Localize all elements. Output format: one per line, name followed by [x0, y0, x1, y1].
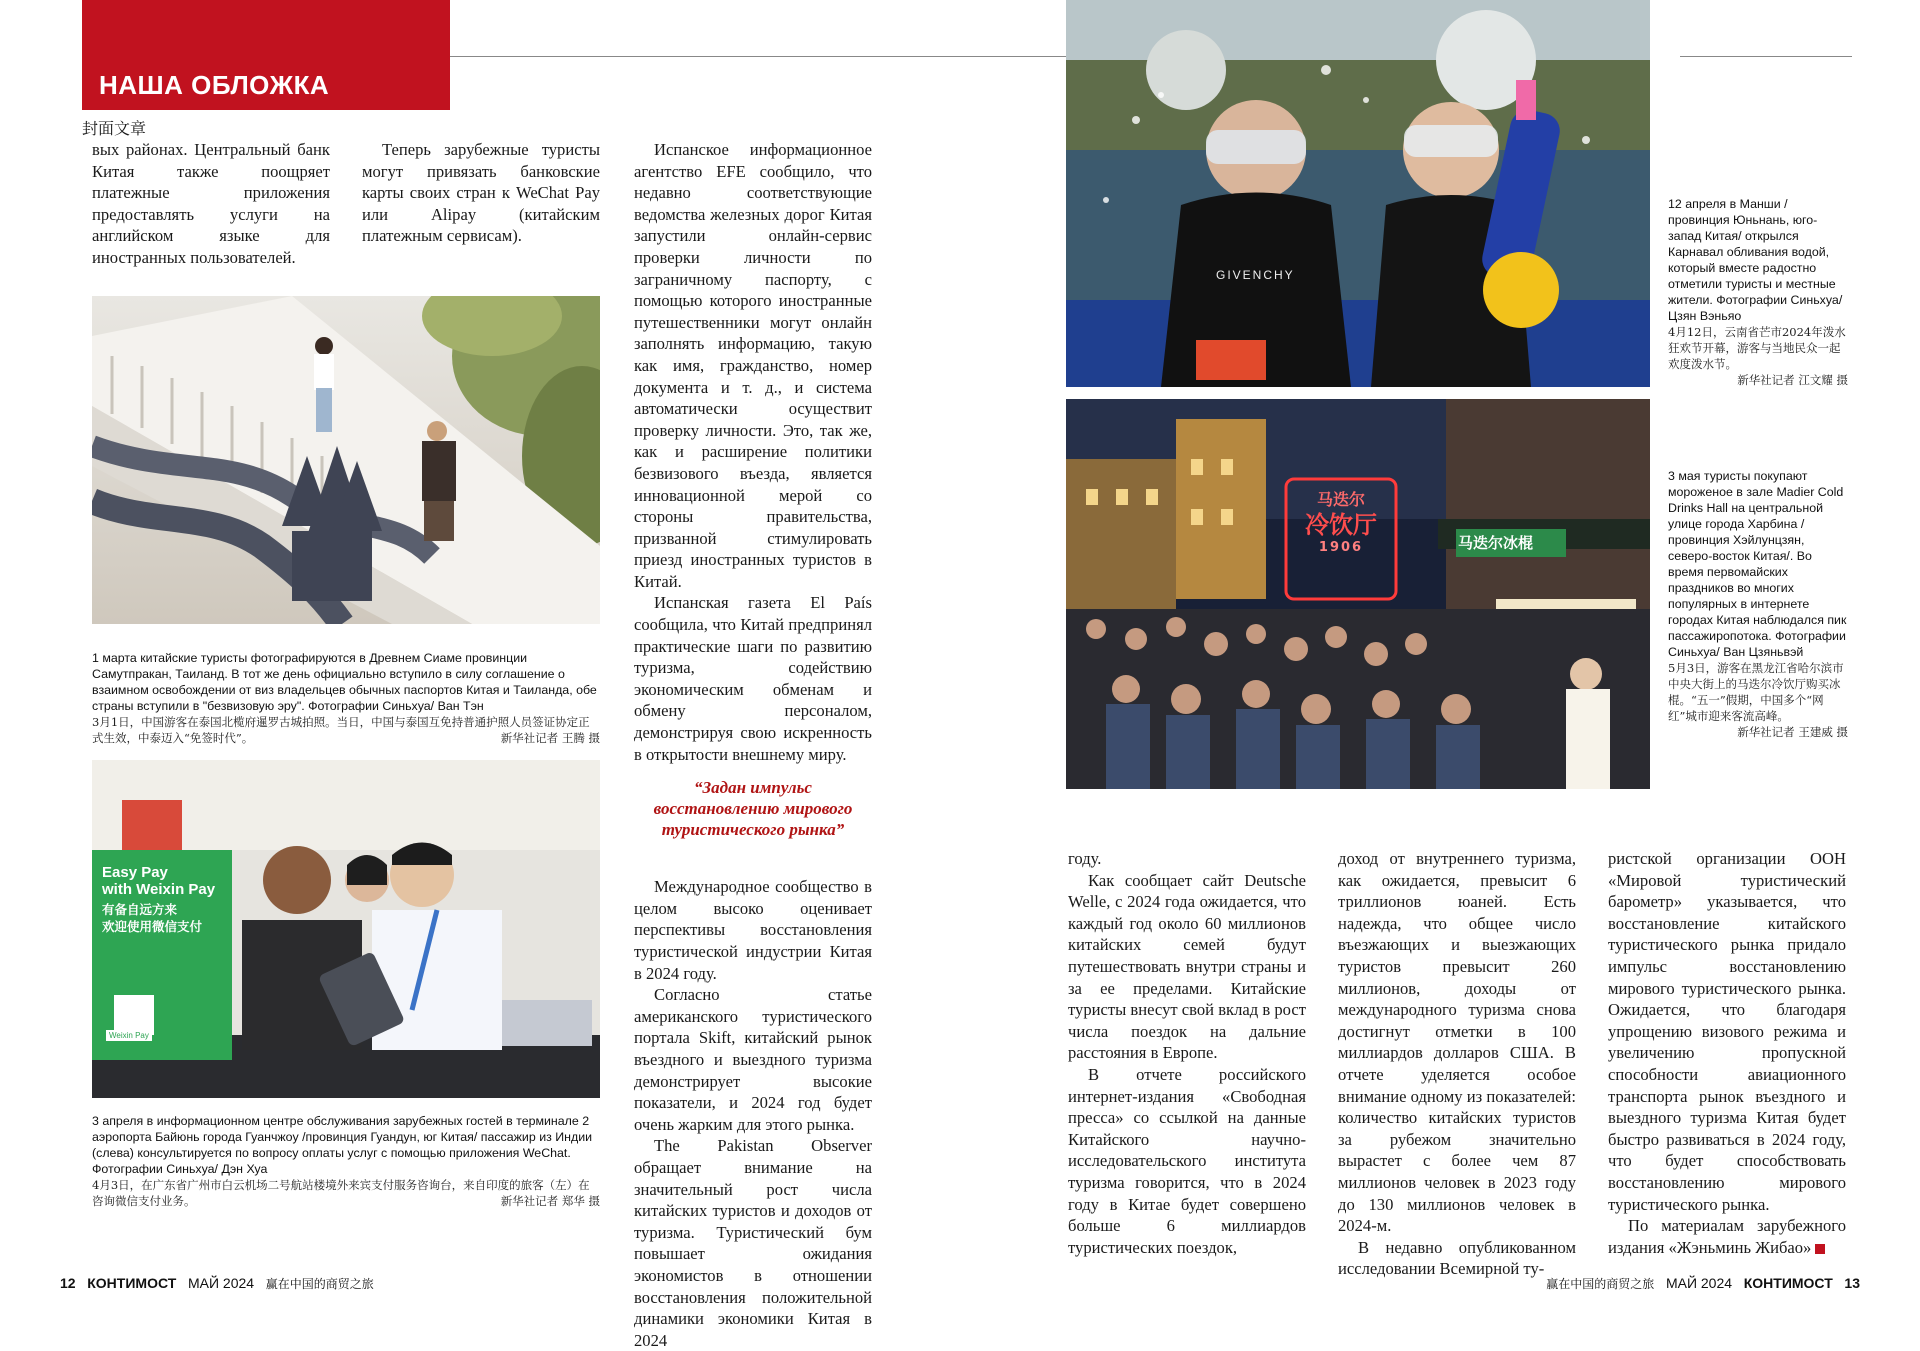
caption-credit: 新华社记者 江文耀 摄: [1737, 373, 1848, 387]
header-rule: [450, 56, 1070, 57]
right-col2: [1338, 848, 1576, 1280]
footer-left: [60, 1275, 374, 1292]
photo-airport-payment: [92, 760, 600, 1098]
footer-slogan: 赢在中国的商贸之旅: [265, 1277, 374, 1291]
left-col3: [634, 139, 872, 1351]
photo-water-festival: [1066, 0, 1650, 387]
magazine-brand: КОНТИМОСТ: [87, 1275, 177, 1291]
weixin-brand: Weixin Pay: [106, 1030, 152, 1041]
right-col1: [1068, 848, 1306, 1258]
caption-ru: 1 марта китайские туристы фотографируются в Древнем Сиаме провинции Самутпракан, Таиланд. В тот же день официально вступило в силу соглашение о взаимном освобождении от виз владельцев обычных паспортов Китая и Таиланда, обе страны вступили в "безвизовую эру". Фотографии Синьхуа/ Ван Тэн: [92, 651, 597, 713]
photo-harbin-caption: [1668, 468, 1848, 740]
caption-ru: 12 апреля в Манши /провинция Юньнань, юго-запад Китая/ открылся Карнавал обливания водой, который вместе радостно отметили туристы и местные жители. Фотографии Синьхуа/ Цзян Вэньяо: [1668, 197, 1843, 323]
paragraph: Испанское информационное агентство EFE сообщило, что недавно соответствующие ведомства железных дорог Китая запустили онлайн-сервис проверки личности по заграничному паспорту, с помощью которого иностранные путешественники могут онлайн заполнять информацию, такую как имя, гражданство, номер документа и т. д., и система автоматически осуществит проверку личности. Это, так же, как и расширение политики безвизового въезда, является инновационной мерой со стороны правительства, призванной стимулировать приезд иностранных туристов в Китай.: [634, 140, 872, 591]
neon-line: 马迭尔: [1316, 490, 1365, 509]
paragraph: Как сообщает сайт Deutsche Welle, с 2024 года ожидается, что каждый год около 60 миллионов китайских семей будут путешествовать внутри страны и за ее пределами. Китайские туристы внесут свой вклад в рост числа поездок на дальние расстояния в Европе.: [1068, 870, 1306, 1063]
sign-line: Easy Pay: [102, 864, 168, 881]
paragraph: Согласно статье американского туристического портала Skift, китайский рынок въездного и выездного туризма демонстрирует высокие показатели, и 2024 год будет очень жарким для этого рынка.: [634, 985, 872, 1134]
section-subtitle: 封面文章: [82, 119, 147, 138]
paragraph: году.: [1068, 849, 1102, 868]
photo-water-festival-caption: [1668, 196, 1848, 388]
caption-ru: 3 апреля в информационном центре обслуживания зарубежных гостей в терминале 2 аэропорта Байюнь города Гуанчжоу /провинция Гуандун, юг Китая/ пассажир из Индии (слева) консультируется по вопросу оплаты услуг с помощью приложения WeChat. Фотографии Синьхуа/ Дэн Хуа: [92, 1114, 593, 1176]
caption-credit: 新华社记者 王建威 摄: [1737, 725, 1848, 739]
caption-zh: 5月3日，游客在黑龙江省哈尔滨市中央大街上的马迭尔冷饮厅购买冰棍。“五一”假期，中国多个“网红”城市迎来客流高峰。: [1668, 661, 1844, 723]
left-col1-top: [92, 139, 330, 269]
shirt-text: GIVENCHY: [1216, 268, 1295, 282]
end-mark: [1815, 1244, 1825, 1254]
paragraph: По материалам зарубежного издания «Жэньминь Жибао»: [1608, 1216, 1846, 1257]
right-col3: [1608, 848, 1846, 1258]
caption-ru: 3 мая туристы покупают мороженое в зале Madier Cold Drinks Hall на центральной улице города Харбина /провинция Хэйлунцзян, северо-восток Китая/. Во время первомайских праздников во многих популярных в интернете городах Китая наблюдался пик пассажиропотока. Фотографии Синьхуа/ Ван Цзяньвэй: [1668, 469, 1847, 659]
photo-thailand-caption: [92, 650, 600, 746]
paragraph: доход от внутреннего туризма, как ожидается, превысит 6 триллионов юаней. Есть надежда, что общее число въезжающих и выезжающих туристов превысит 260 миллионов, доходы от международного туризма снова достигнут отметки в 100 миллиардов долларов США. В отчете уделяется особое внимание одному из показателей: количество китайских туристов за рубежом значительно вырастет с более чем 87 миллионов человек в 2023 году до 130 миллионов человек в 2024-м.: [1338, 849, 1576, 1236]
photo-harbin-street: [1066, 399, 1650, 789]
left-col2-top: [362, 139, 600, 247]
caption-zh: 4月3日，在广东省广州市白云机场二号航站楼境外来宾支付服务咨询台，来自印度的旅客（左）在咨询微信支付业务。: [92, 1178, 590, 1208]
paragraph: Международное сообщество в целом высоко оценивает перспективы восстановления туристической индустрии Китая в 2024 году.: [634, 877, 872, 983]
paragraph: вых районах. Центральный банк Китая также поощряет платежные приложения предоставлять услуги на английском языке для иностранных пользователей.: [92, 140, 330, 267]
neon-line: 冷饮厅: [1305, 511, 1377, 539]
shop-sign: 马迭尔冰棍: [1458, 534, 1534, 552]
neon-line: 1906: [1318, 540, 1364, 555]
subheading: “Задан импульс восстановлению мирового туристического рынка”: [653, 778, 853, 840]
paragraph: ристской организации ООН «Мировой туристический барометр» указывается, что восстановление китайского туристического рынка придало импульс восстановлению мирового туристического рынка. Ожидается, что благодаря упрощению визового режима и увеличению пропускной способности авиационного транспорта рынок въездного и выездного туризма Китая будет быстро развиваться в 2024 году, что будет способствовать восстановлению мирового туристического рынка.: [1608, 849, 1846, 1214]
photo-thailand-tourists: [92, 296, 600, 624]
caption-credit: 新华社记者 王腾 摄: [500, 731, 600, 745]
issue-date: МАЙ 2024: [187, 1275, 255, 1291]
sign-line: 有备自远方来: [102, 902, 178, 917]
issue-date: МАЙ 2024: [1665, 1275, 1733, 1291]
photo-airport-caption: [92, 1113, 600, 1209]
caption-zh: 4月12日，云南省芒市2024年泼水狂欢节开幕，游客与当地民众一起欢度泼水节。: [1668, 325, 1846, 371]
sign-line: 欢迎使用微信支付: [102, 919, 203, 934]
paragraph: Испанская газета El País сообщила, что Китай предпринял практические шаги по развитию туризма, содействию экономическим обменам и обмену персоналом, демонстрируя свою искренность в открытости внешнему миру.: [634, 593, 872, 764]
page-number: 12: [60, 1275, 76, 1291]
caption-zh: 3月1日，中国游客在泰国北榄府暹罗古城拍照。当日，中国与泰国互免持普通护照人员签证协定正式生效，中泰迈入“免签时代”。: [92, 715, 590, 745]
magazine-brand: КОНТИМОСТ: [1743, 1275, 1833, 1291]
weixin-sign: [102, 864, 215, 935]
footer-right: [1546, 1275, 1860, 1292]
neon-sign: [1294, 487, 1388, 555]
caption-credit: 新华社记者 郑华 摄: [500, 1194, 600, 1208]
paragraph: В отчете российского интернет-издания «Свободная пресса» со ссылкой на данные Китайского научно-исследовательского института туризма говорится, что в 2024 году в Китае будет совершено больше 6 миллиардов туристических поездок,: [1068, 1064, 1306, 1257]
paragraph: В недавно опубликованном исследовании Всемирной ту-: [1338, 1237, 1576, 1279]
section-title: НАША ОБЛОЖКА: [99, 70, 330, 100]
page-number: 13: [1844, 1275, 1860, 1291]
sign-line: with Weixin Pay: [102, 881, 216, 898]
footer-slogan: 赢在中国的商贸之旅: [1546, 1277, 1655, 1291]
header-rule-right: [1680, 56, 1852, 57]
paragraph: The Pakistan Observer обращает внимание на значительный рост числа китайских туристов и доходов от туризма. Туристический бум повышает ожидания экономистов в отношении восстановления положительной динамики экономики Китая в 2024: [634, 1136, 872, 1350]
paragraph: Теперь зарубежные туристы могут привязать банковские карты своих стран к WeChat Pay или Alipay (китайским платежным сервисам).: [362, 140, 600, 246]
